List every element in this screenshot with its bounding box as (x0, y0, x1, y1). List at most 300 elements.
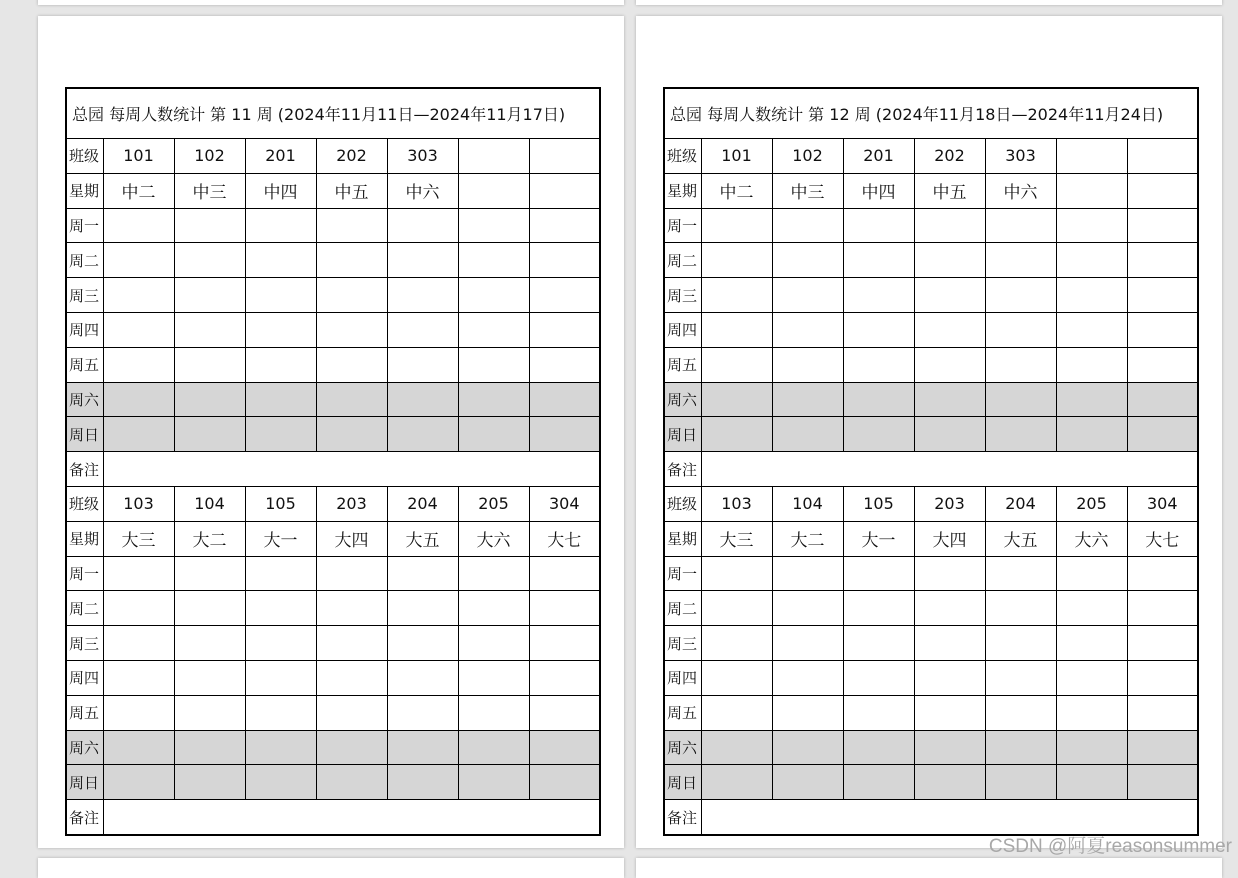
count-cell[interactable] (529, 660, 600, 695)
day-label: 周三 (664, 278, 701, 313)
class-name[interactable]: 大三 (701, 521, 772, 556)
count-cell[interactable] (245, 695, 316, 730)
count-cell[interactable] (529, 695, 600, 730)
class-name[interactable] (529, 173, 600, 208)
count-cell[interactable] (316, 243, 387, 278)
room-number[interactable]: 303 (985, 139, 1056, 174)
class-name[interactable]: 中六 (985, 173, 1056, 208)
class-name[interactable]: 大七 (529, 521, 600, 556)
count-cell[interactable] (701, 382, 772, 417)
count-cell[interactable] (316, 278, 387, 313)
weekday-label: 星期 (664, 521, 701, 556)
count-cell[interactable] (1056, 591, 1127, 626)
note-label: 备注 (664, 800, 701, 835)
count-cell[interactable] (387, 591, 458, 626)
count-cell[interactable] (458, 382, 529, 417)
count-cell[interactable] (316, 765, 387, 800)
count-cell[interactable] (985, 417, 1056, 452)
count-cell[interactable] (701, 312, 772, 347)
count-cell[interactable] (245, 347, 316, 382)
count-cell[interactable] (914, 591, 985, 626)
count-cell[interactable] (174, 556, 245, 591)
room-number[interactable]: 201 (245, 139, 316, 174)
class-label: 班级 (66, 139, 103, 174)
count-cell[interactable] (103, 765, 174, 800)
count-cell[interactable] (772, 312, 843, 347)
count-cell[interactable] (1056, 278, 1127, 313)
count-cell[interactable] (1127, 695, 1198, 730)
count-cell[interactable] (701, 626, 772, 661)
room-number[interactable]: 201 (843, 139, 914, 174)
day-row (66, 347, 600, 382)
page-week-12 (636, 16, 1222, 848)
page-below-right (636, 858, 1222, 878)
class-row (664, 486, 1198, 521)
room-number[interactable]: 304 (1127, 486, 1198, 521)
count-cell[interactable] (772, 208, 843, 243)
count-cell[interactable] (245, 382, 316, 417)
day-row (664, 312, 1198, 347)
count-cell[interactable] (843, 626, 914, 661)
day-row (664, 417, 1198, 452)
count-cell[interactable] (914, 347, 985, 382)
room-number[interactable]: 103 (103, 486, 174, 521)
count-cell[interactable] (843, 312, 914, 347)
note-cell[interactable] (701, 800, 1198, 835)
count-cell[interactable] (985, 208, 1056, 243)
count-cell[interactable] (985, 591, 1056, 626)
count-cell[interactable] (316, 730, 387, 765)
count-cell[interactable] (985, 382, 1056, 417)
count-cell[interactable] (103, 556, 174, 591)
count-cell[interactable] (985, 695, 1056, 730)
count-cell[interactable] (985, 312, 1056, 347)
count-cell[interactable] (245, 278, 316, 313)
class-label: 班级 (664, 139, 701, 174)
class-name[interactable]: 中二 (701, 173, 772, 208)
day-label: 周五 (66, 347, 103, 382)
sheet-title: 总园 每周人数统计 第 11 周 (2024年11月11日—2024年11月17日) (66, 88, 600, 139)
day-label: 周四 (664, 660, 701, 695)
count-cell[interactable] (985, 730, 1056, 765)
room-number[interactable]: 102 (772, 139, 843, 174)
count-cell[interactable] (316, 660, 387, 695)
count-cell[interactable] (103, 730, 174, 765)
count-cell[interactable] (1127, 591, 1198, 626)
count-cell[interactable] (701, 208, 772, 243)
count-cell[interactable] (458, 312, 529, 347)
count-cell[interactable] (985, 278, 1056, 313)
count-cell[interactable] (316, 556, 387, 591)
count-cell[interactable] (914, 243, 985, 278)
class-row (66, 139, 600, 174)
count-cell[interactable] (1056, 382, 1127, 417)
count-cell[interactable] (103, 660, 174, 695)
count-cell[interactable] (772, 417, 843, 452)
count-cell[interactable] (174, 626, 245, 661)
count-cell[interactable] (914, 660, 985, 695)
count-cell[interactable] (1056, 417, 1127, 452)
room-number[interactable]: 205 (1056, 486, 1127, 521)
day-row (664, 730, 1198, 765)
note-label: 备注 (66, 452, 103, 487)
class-name[interactable]: 中三 (174, 173, 245, 208)
count-cell[interactable] (174, 347, 245, 382)
count-cell[interactable] (387, 730, 458, 765)
count-cell[interactable] (174, 660, 245, 695)
class-name[interactable]: 中二 (103, 173, 174, 208)
day-label: 周日 (664, 765, 701, 800)
room-number[interactable]: 101 (103, 139, 174, 174)
count-cell[interactable] (387, 556, 458, 591)
count-cell[interactable] (174, 765, 245, 800)
count-cell[interactable] (914, 278, 985, 313)
count-cell[interactable] (772, 626, 843, 661)
count-cell[interactable] (701, 278, 772, 313)
count-cell[interactable] (843, 417, 914, 452)
room-number[interactable]: 202 (316, 139, 387, 174)
room-number[interactable]: 103 (701, 486, 772, 521)
class-name[interactable]: 中六 (387, 173, 458, 208)
count-cell[interactable] (1127, 278, 1198, 313)
count-cell[interactable] (387, 278, 458, 313)
count-cell[interactable] (103, 278, 174, 313)
count-cell[interactable] (103, 591, 174, 626)
count-cell[interactable] (1056, 695, 1127, 730)
count-cell[interactable] (245, 730, 316, 765)
count-cell[interactable] (458, 208, 529, 243)
stat-table (663, 87, 1199, 836)
count-cell[interactable] (245, 591, 316, 626)
count-cell[interactable] (174, 312, 245, 347)
count-cell[interactable] (529, 208, 600, 243)
room-number[interactable] (458, 139, 529, 174)
count-cell[interactable] (772, 695, 843, 730)
page-below-left (38, 858, 624, 878)
count-cell[interactable] (458, 765, 529, 800)
class-name[interactable] (1056, 173, 1127, 208)
room-number[interactable]: 101 (701, 139, 772, 174)
count-cell[interactable] (458, 695, 529, 730)
count-cell[interactable] (174, 417, 245, 452)
count-cell[interactable] (245, 765, 316, 800)
class-name[interactable]: 大六 (458, 521, 529, 556)
day-row (66, 556, 600, 591)
count-cell[interactable] (1127, 347, 1198, 382)
count-cell[interactable] (245, 660, 316, 695)
count-cell[interactable] (245, 243, 316, 278)
count-cell[interactable] (1127, 556, 1198, 591)
count-cell[interactable] (387, 660, 458, 695)
count-cell[interactable] (701, 730, 772, 765)
count-cell[interactable] (1056, 765, 1127, 800)
day-row (664, 660, 1198, 695)
count-cell[interactable] (529, 417, 600, 452)
count-cell[interactable] (174, 278, 245, 313)
count-cell[interactable] (843, 278, 914, 313)
count-cell[interactable] (174, 243, 245, 278)
count-cell[interactable] (985, 765, 1056, 800)
day-label: 周一 (66, 208, 103, 243)
count-cell[interactable] (174, 382, 245, 417)
count-cell[interactable] (843, 730, 914, 765)
class-name[interactable] (458, 173, 529, 208)
count-cell[interactable] (529, 765, 600, 800)
day-row (664, 243, 1198, 278)
count-cell[interactable] (387, 765, 458, 800)
count-cell[interactable] (387, 626, 458, 661)
class-name[interactable]: 大三 (103, 521, 174, 556)
count-cell[interactable] (387, 347, 458, 382)
count-cell[interactable] (103, 382, 174, 417)
count-cell[interactable] (103, 347, 174, 382)
count-cell[interactable] (772, 347, 843, 382)
room-number[interactable]: 203 (914, 486, 985, 521)
count-cell[interactable] (914, 695, 985, 730)
count-cell[interactable] (458, 347, 529, 382)
count-cell[interactable] (1127, 626, 1198, 661)
day-label: 周二 (664, 591, 701, 626)
count-cell[interactable] (458, 591, 529, 626)
room-number[interactable]: 104 (772, 486, 843, 521)
day-row (66, 382, 600, 417)
count-cell[interactable] (914, 730, 985, 765)
count-cell[interactable] (985, 660, 1056, 695)
count-cell[interactable] (1127, 660, 1198, 695)
class-name[interactable]: 大一 (245, 521, 316, 556)
count-cell[interactable] (1056, 626, 1127, 661)
count-cell[interactable] (174, 591, 245, 626)
count-cell[interactable] (245, 312, 316, 347)
room-number[interactable] (1056, 139, 1127, 174)
count-cell[interactable] (1056, 730, 1127, 765)
count-cell[interactable] (529, 730, 600, 765)
count-cell[interactable] (701, 660, 772, 695)
count-cell[interactable] (387, 417, 458, 452)
note-cell[interactable] (103, 800, 600, 835)
count-cell[interactable] (843, 208, 914, 243)
count-cell[interactable] (1056, 243, 1127, 278)
day-label: 周日 (664, 417, 701, 452)
class-name[interactable]: 大七 (1127, 521, 1198, 556)
count-cell[interactable] (529, 591, 600, 626)
count-cell[interactable] (1127, 730, 1198, 765)
count-cell[interactable] (843, 347, 914, 382)
count-cell[interactable] (387, 312, 458, 347)
day-label: 周五 (66, 695, 103, 730)
count-cell[interactable] (772, 730, 843, 765)
class-name[interactable]: 大四 (914, 521, 985, 556)
count-cell[interactable] (701, 417, 772, 452)
room-number[interactable] (529, 139, 600, 174)
count-cell[interactable] (772, 591, 843, 626)
class-name[interactable] (1127, 173, 1198, 208)
count-cell[interactable] (772, 556, 843, 591)
count-cell[interactable] (843, 382, 914, 417)
class-name[interactable]: 中三 (772, 173, 843, 208)
count-cell[interactable] (772, 765, 843, 800)
count-cell[interactable] (245, 556, 316, 591)
count-cell[interactable] (1127, 382, 1198, 417)
day-label: 周三 (66, 626, 103, 661)
count-cell[interactable] (529, 312, 600, 347)
count-cell[interactable] (1127, 208, 1198, 243)
count-cell[interactable] (1127, 765, 1198, 800)
count-cell[interactable] (316, 591, 387, 626)
grade-row (664, 173, 1198, 208)
count-cell[interactable] (458, 278, 529, 313)
day-row (66, 730, 600, 765)
class-name[interactable]: 中五 (914, 173, 985, 208)
count-cell[interactable] (245, 208, 316, 243)
count-cell[interactable] (245, 626, 316, 661)
count-cell[interactable] (985, 347, 1056, 382)
weekday-label: 星期 (66, 521, 103, 556)
room-number[interactable]: 303 (387, 139, 458, 174)
count-cell[interactable] (914, 765, 985, 800)
count-cell[interactable] (843, 556, 914, 591)
count-cell[interactable] (103, 626, 174, 661)
count-cell[interactable] (843, 591, 914, 626)
day-label: 周六 (66, 730, 103, 765)
day-label: 周一 (664, 556, 701, 591)
count-cell[interactable] (985, 626, 1056, 661)
count-cell[interactable] (1127, 243, 1198, 278)
day-label: 周三 (664, 626, 701, 661)
count-cell[interactable] (772, 243, 843, 278)
room-number[interactable]: 204 (387, 486, 458, 521)
count-cell[interactable] (174, 730, 245, 765)
count-cell[interactable] (701, 765, 772, 800)
count-cell[interactable] (985, 556, 1056, 591)
class-name[interactable]: 大六 (1056, 521, 1127, 556)
count-cell[interactable] (701, 591, 772, 626)
day-row (66, 765, 600, 800)
day-row (664, 208, 1198, 243)
class-name[interactable]: 中五 (316, 173, 387, 208)
count-cell[interactable] (1056, 660, 1127, 695)
class-name[interactable]: 大二 (174, 521, 245, 556)
count-cell[interactable] (316, 382, 387, 417)
count-cell[interactable] (914, 208, 985, 243)
note-cell[interactable] (103, 452, 600, 487)
count-cell[interactable] (1127, 417, 1198, 452)
day-row (664, 695, 1198, 730)
class-name[interactable]: 大四 (316, 521, 387, 556)
count-cell[interactable] (174, 208, 245, 243)
count-cell[interactable] (772, 382, 843, 417)
weekday-label: 星期 (66, 173, 103, 208)
count-cell[interactable] (103, 417, 174, 452)
count-cell[interactable] (458, 730, 529, 765)
count-cell[interactable] (772, 660, 843, 695)
room-number[interactable] (1127, 139, 1198, 174)
room-number[interactable]: 102 (174, 139, 245, 174)
room-number[interactable]: 105 (843, 486, 914, 521)
day-row (66, 591, 600, 626)
count-cell[interactable] (1056, 312, 1127, 347)
count-cell[interactable] (529, 626, 600, 661)
count-cell[interactable] (245, 417, 316, 452)
count-cell[interactable] (529, 243, 600, 278)
count-cell[interactable] (985, 243, 1056, 278)
room-number[interactable]: 304 (529, 486, 600, 521)
count-cell[interactable] (316, 417, 387, 452)
count-cell[interactable] (1056, 347, 1127, 382)
count-cell[interactable] (387, 695, 458, 730)
count-cell[interactable] (1056, 208, 1127, 243)
room-number[interactable]: 204 (985, 486, 1056, 521)
room-number[interactable]: 105 (245, 486, 316, 521)
class-name[interactable]: 中四 (843, 173, 914, 208)
count-cell[interactable] (458, 660, 529, 695)
count-cell[interactable] (914, 417, 985, 452)
count-cell[interactable] (103, 243, 174, 278)
count-cell[interactable] (316, 626, 387, 661)
class-name[interactable]: 大一 (843, 521, 914, 556)
count-cell[interactable] (701, 695, 772, 730)
count-cell[interactable] (843, 660, 914, 695)
count-cell[interactable] (103, 312, 174, 347)
count-cell[interactable] (843, 765, 914, 800)
class-name[interactable]: 中四 (245, 173, 316, 208)
count-cell[interactable] (316, 312, 387, 347)
count-cell[interactable] (1056, 556, 1127, 591)
page-above-right (636, 0, 1222, 5)
count-cell[interactable] (914, 626, 985, 661)
count-cell[interactable] (387, 243, 458, 278)
count-cell[interactable] (529, 278, 600, 313)
class-name[interactable]: 大二 (772, 521, 843, 556)
count-cell[interactable] (387, 208, 458, 243)
count-cell[interactable] (772, 278, 843, 313)
room-number[interactable]: 104 (174, 486, 245, 521)
class-row (664, 139, 1198, 174)
room-number[interactable]: 205 (458, 486, 529, 521)
count-cell[interactable] (843, 243, 914, 278)
class-name[interactable]: 大五 (387, 521, 458, 556)
count-cell[interactable] (316, 695, 387, 730)
count-cell[interactable] (174, 695, 245, 730)
room-number[interactable]: 203 (316, 486, 387, 521)
day-label: 周四 (66, 312, 103, 347)
count-cell[interactable] (316, 347, 387, 382)
count-cell[interactable] (701, 347, 772, 382)
count-cell[interactable] (529, 382, 600, 417)
count-cell[interactable] (458, 243, 529, 278)
count-cell[interactable] (914, 382, 985, 417)
count-cell[interactable] (701, 556, 772, 591)
count-cell[interactable] (914, 312, 985, 347)
count-cell[interactable] (1127, 312, 1198, 347)
count-cell[interactable] (529, 556, 600, 591)
day-row (66, 208, 600, 243)
count-cell[interactable] (914, 556, 985, 591)
class-name[interactable]: 大五 (985, 521, 1056, 556)
count-cell[interactable] (529, 347, 600, 382)
note-cell[interactable] (701, 452, 1198, 487)
count-cell[interactable] (103, 208, 174, 243)
count-cell[interactable] (843, 695, 914, 730)
room-number[interactable]: 202 (914, 139, 985, 174)
count-cell[interactable] (387, 382, 458, 417)
count-cell[interactable] (458, 556, 529, 591)
count-cell[interactable] (103, 695, 174, 730)
count-cell[interactable] (458, 626, 529, 661)
count-cell[interactable] (701, 243, 772, 278)
count-cell[interactable] (316, 208, 387, 243)
count-cell[interactable] (458, 417, 529, 452)
